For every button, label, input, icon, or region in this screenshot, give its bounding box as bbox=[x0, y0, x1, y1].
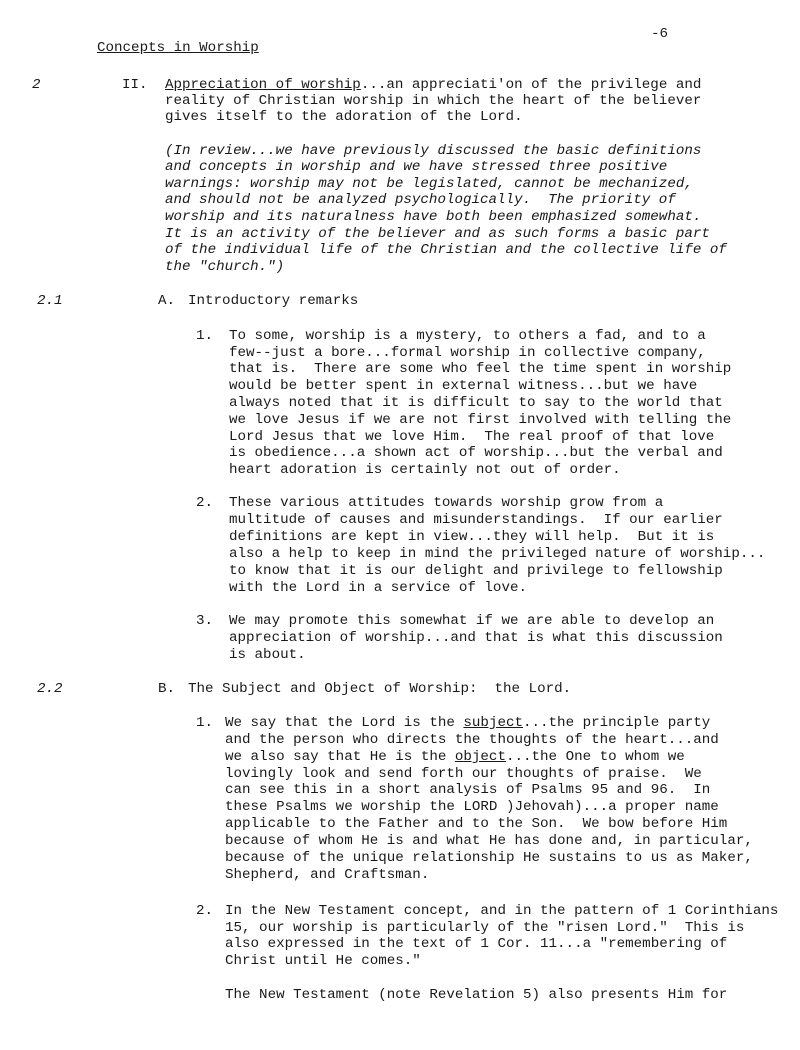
text-line: is obedience...a shown act of worship...but the verbal and bbox=[229, 445, 723, 461]
section-intro-line-3: gives itself to the adoration of the Lord. bbox=[165, 109, 523, 125]
text-fragment: ...the One to whom we bbox=[505, 749, 685, 765]
section-heading: Appreciation of worship bbox=[165, 77, 361, 93]
text-fragment: we also say that He is the bbox=[225, 749, 455, 765]
review-line: of the individual life of the Christian and the collective life of bbox=[165, 242, 727, 258]
review-line: warnings: worship may not be legislated, cannot be mechanized, bbox=[165, 176, 693, 192]
margin-number-2: 2 bbox=[32, 77, 41, 93]
text-line: We may promote this somewhat if we are able to develop an bbox=[229, 613, 715, 629]
review-line: (In review...we have previously discussed the basic definitions bbox=[165, 143, 702, 159]
page-number: -6 bbox=[651, 26, 669, 42]
text-line: applicable to the Father and to the Son. We bow before Him bbox=[225, 816, 728, 832]
text-line: also expressed in the text of 1 Cor. 11...a "remembering of bbox=[225, 936, 728, 952]
subsection-a-letter: A. bbox=[158, 293, 176, 309]
section-intro-line-2: reality of Christian worship in which the heart of the believer bbox=[165, 93, 702, 109]
section-roman-numeral: II. bbox=[122, 77, 148, 93]
text-fragment: ...the principle party bbox=[523, 715, 711, 731]
review-line: worship and its naturalness have both been emphasized somewhat. bbox=[165, 209, 702, 225]
text-line bbox=[225, 715, 710, 732]
closing-line: The New Testament (note Revelation 5) also presents Him for bbox=[225, 987, 728, 1003]
text-line: that is. There are some who feel the time spent in worship bbox=[229, 361, 732, 377]
subsection-b-title: The Subject and Object of Worship: the Lord. bbox=[188, 681, 572, 697]
item-b1-number: 1. bbox=[196, 715, 214, 731]
subsection-a-title: Introductory remarks bbox=[188, 293, 359, 309]
section-intro-rest: ...an appreciati'on of the privilege and bbox=[360, 77, 702, 93]
text-line: Christ until He comes." bbox=[225, 953, 421, 969]
text-line: multitude of causes and misunderstandings. If our earlier bbox=[229, 512, 723, 528]
item-b2-number: 2. bbox=[196, 903, 214, 919]
item-a2-number: 2. bbox=[196, 495, 214, 511]
text-line: also a help to keep in mind the privileged nature of worship... bbox=[229, 546, 766, 562]
review-line: and should not be analyzed psychologically. The priority of bbox=[165, 192, 676, 208]
text-line: heart adoration is certainly not out of order. bbox=[229, 462, 621, 478]
object-term: object bbox=[454, 749, 506, 765]
review-line: the "church.") bbox=[165, 259, 285, 275]
text-line: To some, worship is a mystery, to others a fad, and to a bbox=[229, 328, 706, 344]
running-title: Concepts in Worship bbox=[97, 40, 259, 56]
text-line: we love Jesus if we are not first involved with telling the bbox=[229, 412, 732, 428]
text-line: Lord Jesus that we love Him. The real proof of that love bbox=[229, 429, 715, 445]
text-line: with the Lord in a service of love. bbox=[229, 580, 527, 596]
section-intro-line-1 bbox=[165, 77, 701, 94]
text-line: to know that it is our delight and privilege to fellowship bbox=[229, 563, 723, 579]
margin-number-2-2: 2.2 bbox=[37, 681, 63, 697]
margin-number-2-1: 2.1 bbox=[37, 293, 63, 309]
text-line: because of the unique relationship He sustains to us as Maker, bbox=[225, 850, 753, 866]
text-line: always noted that it is difficult to say to the world that bbox=[229, 395, 723, 411]
subsection-b-letter: B. bbox=[158, 681, 176, 697]
text-line: These various attitudes towards worship grow from a bbox=[229, 495, 664, 511]
review-line: It is an activity of the believer and as such forms a basic part bbox=[165, 226, 710, 242]
text-line: can see this in a short analysis of Psalms 95 and 96. In bbox=[225, 782, 711, 798]
text-line: and the person who directs the thoughts of the heart...and bbox=[225, 732, 719, 748]
text-line: would be better spent in external witness...but we have bbox=[229, 378, 698, 394]
text-line: few--just a bore...formal worship in collective company, bbox=[229, 345, 706, 361]
text-line: is about. bbox=[229, 647, 306, 663]
text-line: In the New Testament concept, and in the pattern of 1 Corinthians bbox=[225, 903, 779, 919]
text-line: lovingly look and send forth our thoughts of praise. We bbox=[225, 766, 702, 782]
subject-term: subject bbox=[463, 715, 523, 731]
text-line: 15, our worship is particularly of the "risen Lord." This is bbox=[225, 920, 745, 936]
text-line: definitions are kept in view...they will help. But it is bbox=[229, 529, 715, 545]
text-line: because of whom He is and what He has done and, in particular, bbox=[225, 833, 753, 849]
text-fragment: We say that the Lord is the bbox=[225, 715, 464, 731]
item-a1-number: 1. bbox=[196, 328, 214, 344]
text-line bbox=[225, 749, 685, 766]
review-line: and concepts in worship and we have stressed three positive bbox=[165, 159, 668, 175]
text-line: appreciation of worship...and that is what this discussion bbox=[229, 630, 723, 646]
text-line: these Psalms we worship the LORD )Jehovah)...a proper name bbox=[225, 799, 719, 815]
item-a3-number: 3. bbox=[196, 613, 214, 629]
text-line: Shepherd, and Craftsman. bbox=[225, 867, 430, 883]
